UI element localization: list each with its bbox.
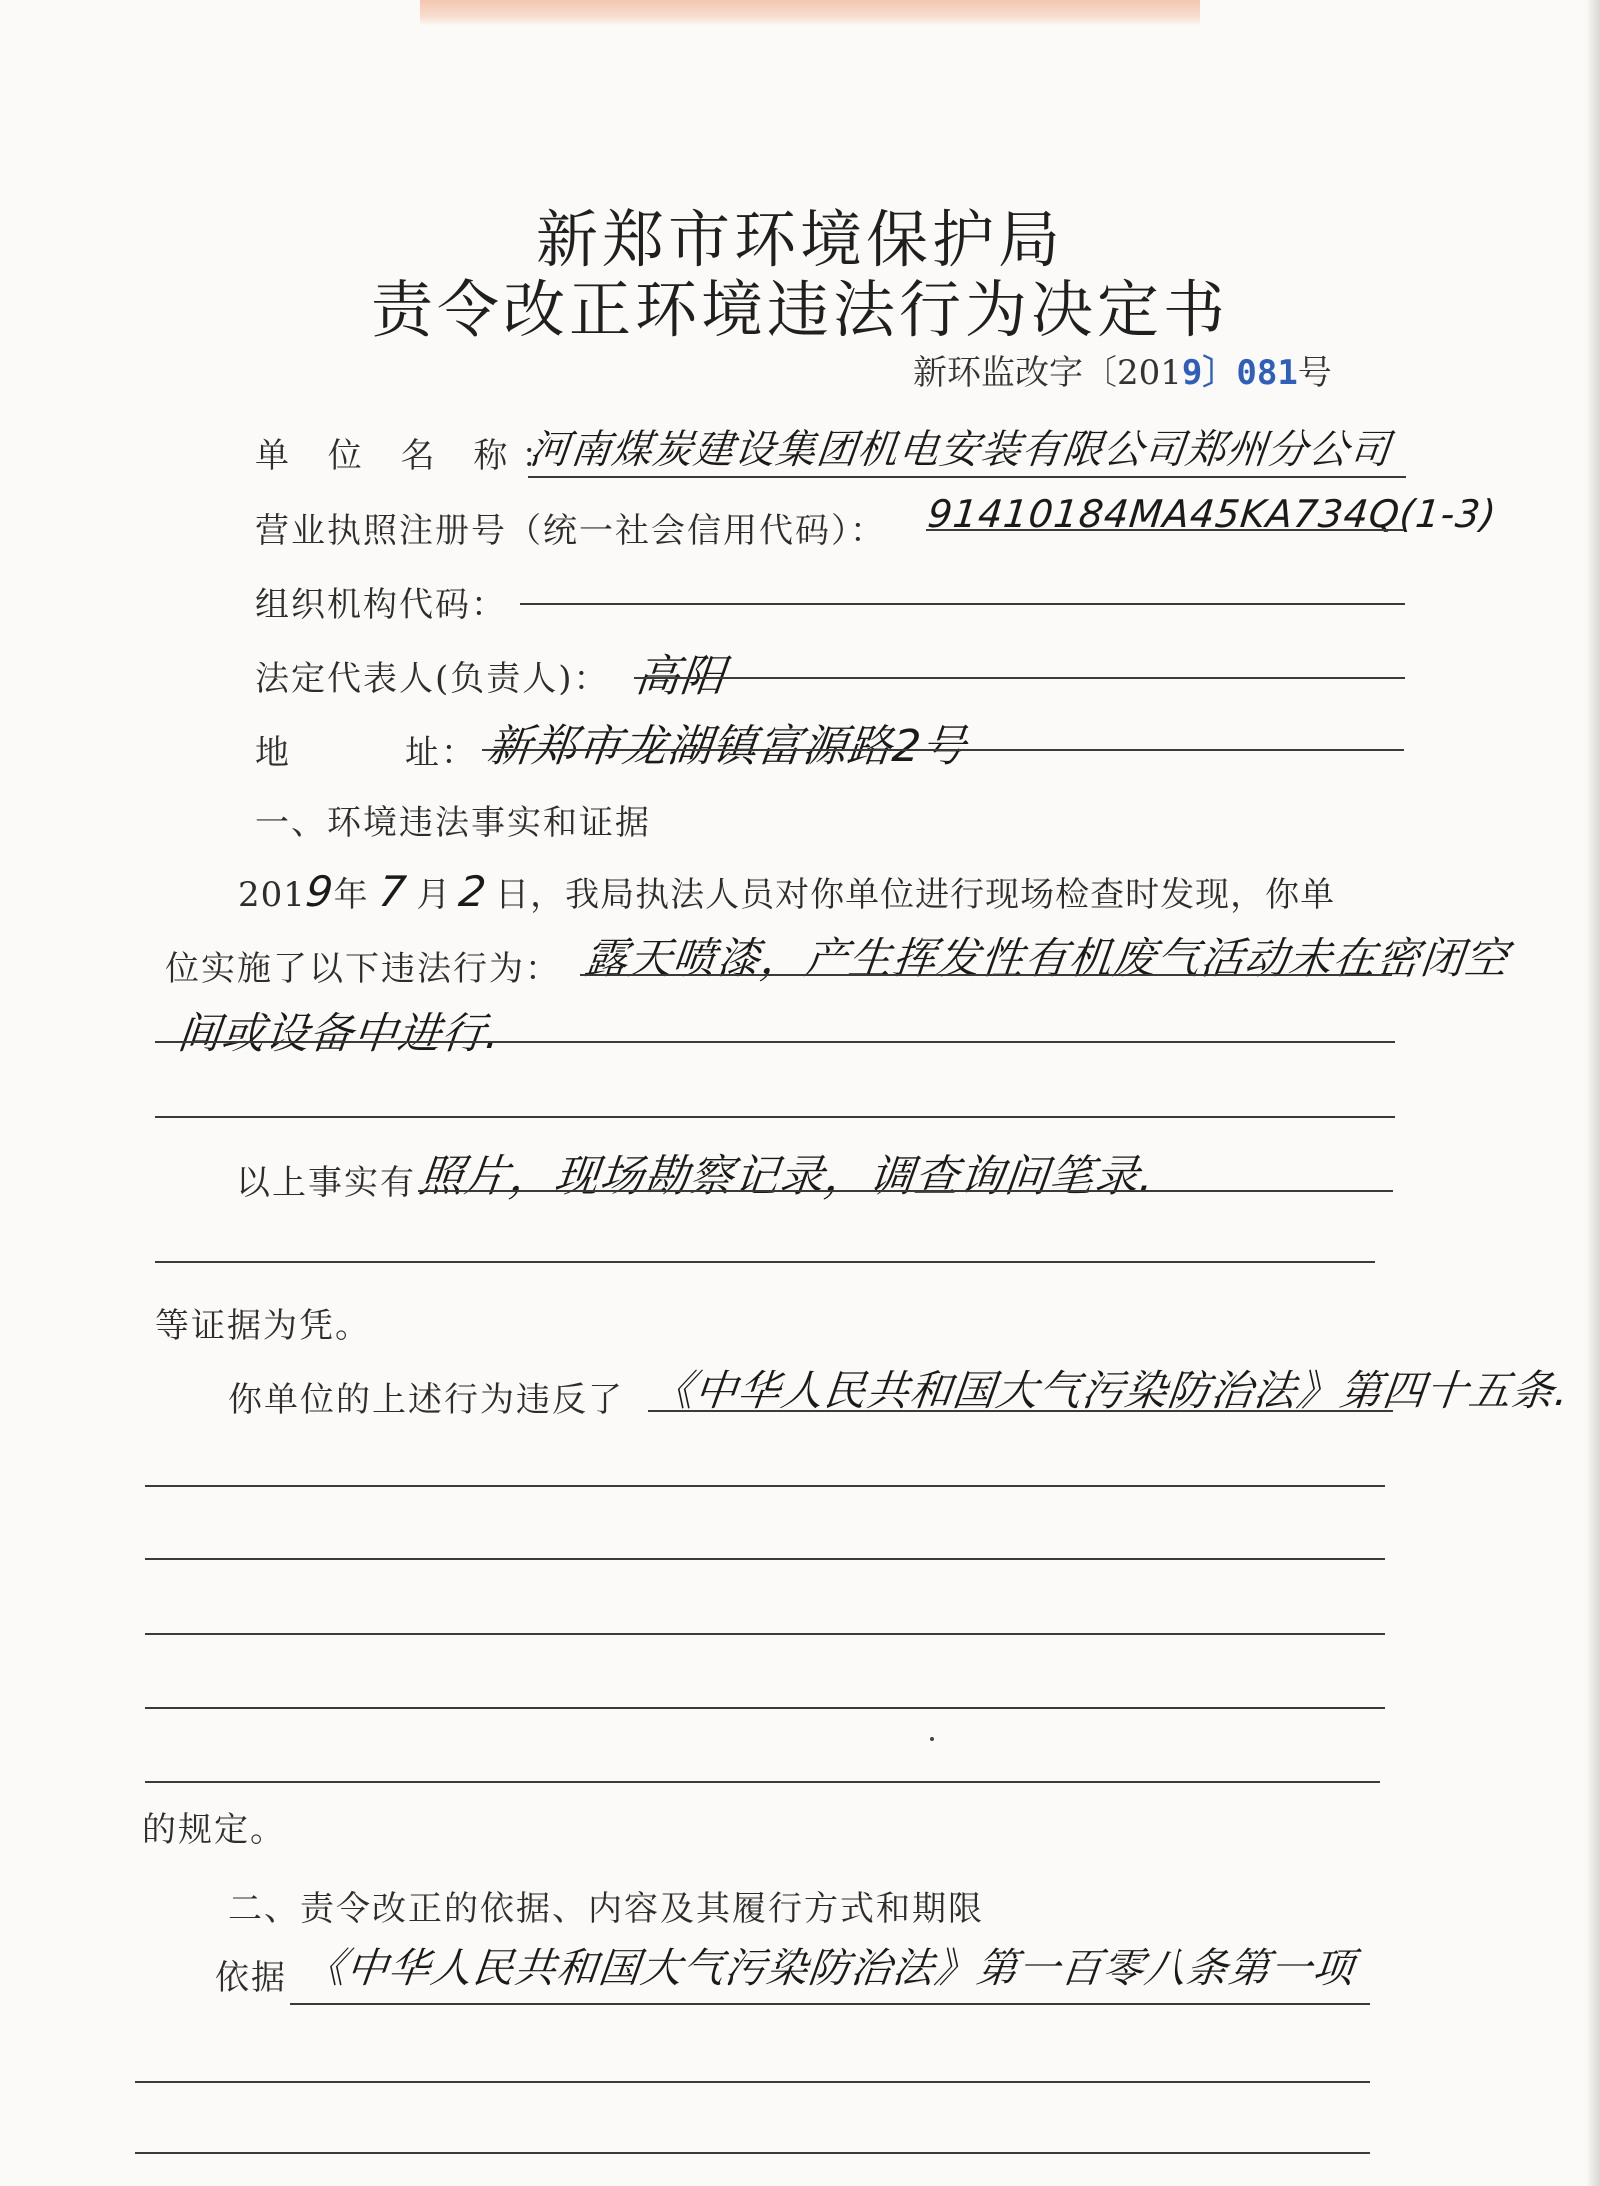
basis-field — [302, 1935, 1358, 1994]
document-number — [913, 345, 1332, 394]
violation-line-1: 露天喷漆，产生挥发性有机废气活动未在密闭空 — [582, 934, 1512, 984]
address-label-end: 址： — [405, 733, 477, 773]
license-underline — [926, 529, 1404, 531]
violates-value: 《中华人民共和国大气污染防治法》第四十五条. — [649, 1366, 1572, 1415]
unit-name-field — [527, 418, 1394, 475]
ink-speck — [930, 1737, 934, 1741]
address-field — [484, 710, 970, 774]
date-prefix: 201 — [238, 875, 306, 915]
date-year-char: 年 — [333, 875, 369, 915]
address-label-start: 地 — [255, 733, 291, 773]
violates-underline-3 — [145, 1558, 1385, 1560]
evidence-underline-1 — [418, 1190, 1393, 1192]
license-label: 营业执照注册号（统一社会信用代码）： — [255, 511, 886, 551]
date-day: 2 — [456, 867, 490, 916]
violates-underline-6 — [145, 1781, 1380, 1783]
date-year-digit: 9 — [303, 867, 337, 916]
violates-field — [649, 1358, 1572, 1418]
evidence-underline-2 — [155, 1261, 1375, 1263]
document-title-agency: 新郑市环境保护局 — [535, 203, 1064, 276]
document-title-decision: 责令改正环境违法行为决定书 — [370, 273, 1229, 346]
section2-heading: 二、责令改正的依据、内容及其履行方式和期限 — [228, 1889, 984, 1929]
violates-underline-1 — [648, 1410, 1393, 1412]
date-month-char: 月 — [416, 875, 452, 915]
doc-number-stamp: 9〕081 — [1181, 353, 1298, 393]
violation-underline-3 — [155, 1116, 1395, 1118]
date-month: 7 — [376, 867, 409, 916]
unit-name-label: 单 位 名 称： — [255, 436, 570, 476]
license-value: 91410184MA45KA734Q(1-3) — [925, 492, 1499, 536]
scan-edge-top — [420, 0, 1200, 26]
evidence-label: 以上事实有 — [236, 1163, 416, 1203]
legal-rep-value: 高阳 — [632, 651, 729, 702]
doc-number-suffix: 号 — [1297, 353, 1332, 393]
date-rest: 日，我局执法人员对你单位进行现场检查时发现，你单 — [495, 875, 1336, 915]
doc-number-prefix: 新环监改字〔201 — [913, 353, 1182, 393]
violates-underline-2 — [145, 1485, 1385, 1487]
address-value: 新郑市龙湖镇富源路2号 — [484, 721, 970, 772]
violation-underline-2 — [155, 1041, 1395, 1043]
legal-rep-field — [632, 640, 729, 704]
violates-underline-4 — [145, 1633, 1385, 1635]
violation-label: 位实施了以下违法行为： — [165, 949, 561, 989]
provision-tail: 的规定。 — [142, 1810, 286, 1850]
org-code-underline — [520, 603, 1405, 605]
basis-value: 《中华人民共和国大气污染防治法》第一百零八条第一项 — [302, 1944, 1358, 1992]
legal-rep-underline — [634, 677, 1405, 679]
basis-label: 依据 — [215, 1958, 287, 1998]
violates-underline-5 — [145, 1707, 1385, 1709]
unit-name-underline — [528, 476, 1406, 478]
basis-underline-1 — [290, 2003, 1370, 2005]
violation-field-1 — [582, 925, 1512, 986]
evidence-field — [416, 1140, 1158, 1204]
evidence-value: 照片，现场勘察记录，调查询问笔录. — [416, 1151, 1158, 1202]
org-code-label: 组织机构代码： — [255, 585, 507, 625]
address-underline — [482, 749, 1404, 751]
inspection-date-line — [238, 867, 1335, 916]
violates-label: 你单位的上述行为违反了 — [228, 1380, 624, 1420]
basis-underline-2 — [135, 2081, 1370, 2083]
basis-underline-3 — [135, 2152, 1370, 2154]
unit-name-value: 河南煤炭建设集团机电安装有限公司郑州分公司 — [527, 427, 1394, 473]
evidence-tail: 等证据为凭。 — [155, 1306, 371, 1346]
violation-field-2 — [175, 1000, 503, 1061]
violation-line-2: 间或设备中进行. — [175, 1009, 503, 1059]
section1-heading: 一、环境违法事实和证据 — [255, 803, 651, 843]
violation-underline-1 — [580, 974, 1392, 976]
legal-rep-label: 法定代表人(负责人)： — [255, 659, 610, 699]
